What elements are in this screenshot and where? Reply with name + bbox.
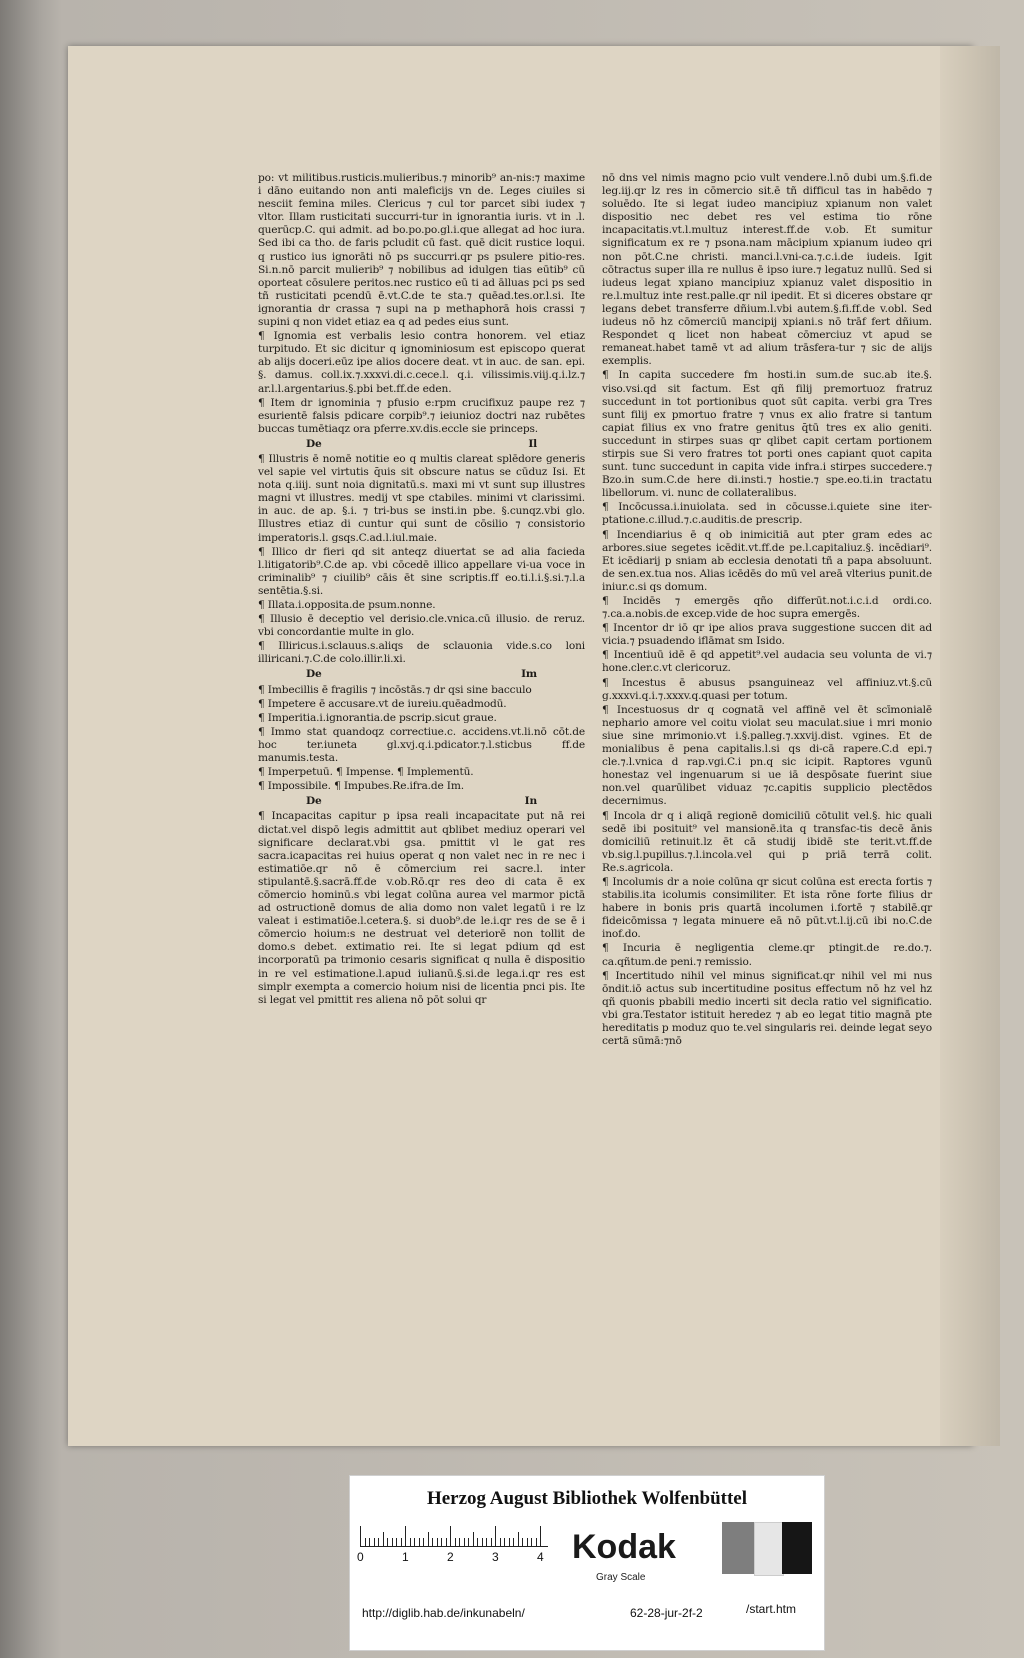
heading-right: In (524, 795, 537, 808)
heading-left: De (306, 437, 322, 450)
ruler-tick (387, 1538, 388, 1546)
ruler-tick (401, 1538, 402, 1546)
text-paragraph: ¶ Incestuosus dr q cognatā vel affinē vel ēt scīmonialē nephario amore vel coitu violat seu maculat.siue i mri monio siue sine mrimonio.vt i.§.palleg.⁊.xxvij.dist. vgines. Et de monialibus ē pena capitalis.l.si qs di-cā rapere.C.d epi.⁊ cle.⁊.l.vnica d rap.vgi.C.i pn.q sic icipit. Raptores vgunū honestaz vel ingenuarum si ue iā despōsate fuerint siue non.vel quarūlibet viduaz ⁊c.capitis supplicio plectēdos decernimus. (602, 703, 932, 808)
heading-right: Il (528, 437, 537, 450)
gray-scale-label: Gray Scale (596, 1572, 646, 1583)
ruler-tick (509, 1538, 510, 1546)
text-paragraph: ¶ Imperpetuū. ¶ Impense. ¶ Implementū. (258, 766, 474, 779)
ruler-label: 3 (492, 1550, 499, 1564)
ruler-tick (392, 1538, 393, 1546)
ruler-tick (410, 1538, 411, 1546)
ruler-tick (360, 1526, 361, 1546)
library-name: Herzog August Bibliothek Wolfenbüttel (426, 1488, 748, 1509)
digital-library-url: http://diglib.hab.de/inkunabeln/ (362, 1606, 525, 1620)
text-paragraph: ¶ Incestus ē abusus psanguineaz vel affiniuz.vt.§.cū g.xxxvi.q.i.⁊.xxxv.q.quasi per totum. (602, 676, 932, 702)
gray-swatch-black (782, 1522, 812, 1574)
gray-swatch-light (754, 1522, 784, 1576)
text-column-right (602, 172, 932, 1049)
text-paragraph: ¶ Immo stat quandoqz correctiue.c. accidens.vt.li.nō cōt.de hoc ter.iuneta gl.xvj.q.i.pdicator.⁊.l.sticbus ff.de manumis.testa. (258, 725, 585, 765)
ruler-tick (459, 1538, 460, 1546)
ruler-tick (437, 1538, 438, 1546)
ruler-tick (477, 1538, 478, 1546)
text-paragraph: ¶ Incertitudo nihil vel minus significat.qr nihil vel mi nus ōndit.iō actus sub incertitudine positus effectum nō hz vel hz qñ quonis pbabili medio incerti sit decla ratio vel significatio. vbi gra.Testator istituit heredez ⁊ ab eo legat titio magnā pte hereditatis p moduz quo te.vel singularis rei. deinde legat seyo certā sūmā:⁊nō (602, 969, 932, 1048)
text-paragraph: ¶ Illustris ē nomē notitie eo q multis clareat splēdore generis vel sapie vel virtutis q̄uis sit obscure natus se cūduz Isi. Et nota q.iiij. sunt noia dignitatū.s. maxi mi vt sunt sup illustres magni vt illustres. medij vt spe ctabiles. minimi vt clarissimi. in auc. de ap. §.i. ⁊ tri-bus se insti.in pbe. §.cunqz.vbi glo. Illustres etiaz di cuntur qui sunt de cōsilio ⁊ consistorio imperatoris.l. gsqs.C.ad.l.iul.maie. (258, 452, 585, 544)
ruler-label: 1 (402, 1550, 409, 1564)
text-paragraph: ¶ Item dr ignominia ⁊ pfusio e:rpm crucifixuz paupe rez ⁊ esurientē falsis pdicare corpib⁹.⁊ ieiunioz doctri naz rubētes buccas tumētiaqz ora pferre.xv.dis.eccle sie princeps. (258, 396, 585, 435)
ruler-tick (432, 1538, 433, 1546)
text-paragraph: ¶ Incola dr q i aliqā regionē domiciliū cōtulit vel.§. hic quali sedē ibi posituit⁹ vel mansionē.ita q transfac-tis decē ānis domiciliū retinuit.lz ēt cā studij ibidē ste terit.vt.ff.de vb.sig.l.pupillus.⁊.l.incola.vel qui p priā terrā colit. Re.s.agricola. (602, 809, 932, 874)
ruler-tick (383, 1532, 384, 1546)
start-url: /start.htm (746, 1602, 797, 1616)
section-heading (258, 668, 585, 681)
ruler-tick (419, 1538, 420, 1546)
text-paragraph: po: vt militibus.rusticis.mulieribus.⁊ minorib⁹ an-nis:⁊ maxime i dāno euitando non anti maleficijs vn de. Leges ciuiles si nesciit femina miles. Clericus ⁊ cul tor parcet sibi iudex ⁊ vltor. Illam rusticitati succurri-tur in ignorantia iuris. vt in .l. querūcp.C. qui admit. ad bo.po.po.gl.i.que allegat ad hoc iura. Sed ibi ca tho. de faris pcludit cū fast. quē dicit rustice loqui. q rustico ius ignorāti nō ps succurri.qr ps psulere pitio-res. Si.n.nō parcit mulierib⁹ ⁊ nobilibus ad idulgen tias eūtib⁹ cū oporteat cōsulere peritos.nec rustico eū ti ad ālluas pci ps sed tñ rusticitati pcendū ē.vt.C.de te sta.⁊ quēad.tes.or.l.si. Ite ignorantia dr crassa ⁊ supi na p methaphorā hois crassi ⁊ supini q non videt etiaz ea q ad pedes eius sunt. (258, 172, 585, 329)
ruler-tick (414, 1538, 415, 1546)
text-paragraph: ¶ Incuria ē negligentia cleme.qr ptingit.de re.do.⁊. ca.qñtum.de peni.⁊ remissio. (602, 942, 932, 968)
ruler-tick (473, 1532, 474, 1546)
text-paragraph: ¶ Incentor dr iō qr ipe alios prava suggestione succen dit ad vicia.⁊ psuadendo iflāmat sm Isido. (602, 622, 932, 648)
ruler-tick (423, 1538, 424, 1546)
text-paragraph: nō dns vel nimis magno pcio vult vendere.l.nō dubi um.§.fi.de leg.iij.qr lz res in cōmercio sit.ē tñ difficul tas in habēdo ⁊ soluēdo. Ite si legat iudeo mancipiuz xpianum non valet dispositio nec debet res vel estima tio rōne incapacitatis.vt.l.multuz interest.ff.de v.ob. Et sumitur significatum ex re ⁊ psona.nam mācipium xpianum iudeo qri non pōt.C.ne christi. manci.l.vni-ca.⁊.c.i.de iudeis. Igit cōtractus super illa re nullus ē ipso iure.⁊ legatuz nullū. Sed si iudeus legat xpiano mancipiuz xpianuz valet dispositio in re.l.multuz inte rest.palle.qr nil ipedit. Et si diceres obstare qr legans debet transferre dñium.l.vbi autem.§.fi.ff.de v.obl. Sed iudeus nō hz cōmerciū mancipij xpiani.s nō trāf fert dñium. Respondet q licet non habeat cōmerciuz vt apud se remaneat.habet tamē vt ad alium trāsfera-tur ⁊ sic de alijs exemplis. (602, 172, 932, 368)
text-paragraph: ¶ Incolumis dr a noie colūna qr sicut colūna est erecta fortis ⁊ stabilis.ita icolumis consimiliter. Et ista rōne forte filius dr habere in bonis pris quartā incolumen i.fortē ⁊ stabilē.qr fideicōmissa ⁊ legata minuere eā nō pūt.vt.l.ij.cū ibi no.C.de inof.do. (602, 875, 932, 941)
ruler-tick (518, 1532, 519, 1546)
text-paragraph: ¶ Illiricus.i.sclauus.s.aliqs de sclauonia vide.s.co loni illiricani.⁊.C.de colo.illir.li.xi. (258, 640, 585, 666)
text-paragraph: ¶ Impossibile. ¶ Impubes.Re.ifra.de Im. (258, 780, 464, 793)
ruler-tick (522, 1538, 523, 1546)
measurement-ruler (360, 1524, 548, 1547)
ruler-labels (357, 1550, 560, 1566)
heading-left: De (306, 795, 322, 808)
ruler-tick (527, 1538, 528, 1546)
ruler-tick (468, 1538, 469, 1546)
text-paragraph: ¶ Imbecillis ē fragilis ⁊ incōstās.⁊ dr qsi sine bacculo (258, 683, 532, 696)
heading-right: Im (521, 668, 537, 681)
ruler-tick (513, 1538, 514, 1546)
text-paragraph: ¶ Illico dr fieri qd sit anteqz diuertat se ad alia facieda l.litigatorib⁹.C.de ap. vbi cōcedē illico appellare vi-ua voce in criminalib⁹ ⁊ ciuilib⁹ cāis ēt sine scriptis.ff eo.ti.l.i.§.si.⁊.l.a sentētia.§.si. (258, 545, 585, 597)
ruler-tick (441, 1538, 442, 1546)
ruler-tick (500, 1538, 501, 1546)
text-column-left (258, 172, 585, 1008)
text-paragraph: ¶ In capita succedere fm hosti.in sum.de suc.ab ite.§. viso.vsi.qd sit factum. Est qñ filij premortuoz fratruz succedunt in tot portionibus quot sūt capita. verbi gra Tres sunt filij ex pmortuo fratre ⁊ vnus ex alio fratre si tantum capiat filius ex vno fratre genitus q̄tū tres ex alio geniti. succedunt in stirpes suas qr qlibet capit certam portionem stirpis sue Si vero fratres tot porti ones capiant quot capita sunt. tunc succedunt in capita vide infra.i stirpes succedere.⁊ Bzo.in sum.C.de here di.insti.⁊ hostie.⁊ spe.eo.ti.in tractatu libellorum. vi. nunc de collateralibus. (602, 369, 932, 500)
ruler-label: 2 (447, 1550, 454, 1564)
ruler-tick (369, 1538, 370, 1546)
ruler-tick (455, 1538, 456, 1546)
ruler-tick (540, 1526, 541, 1546)
ruler-tick (504, 1538, 505, 1546)
text-paragraph: ¶ Illata.i.opposita.de psum.nonne. (258, 599, 436, 611)
kodak-logo: Kodak (572, 1528, 676, 1566)
ruler-tick (464, 1538, 465, 1546)
section-heading (258, 438, 585, 451)
ruler-tick (531, 1538, 532, 1546)
text-paragraph: ¶ Incendiarius ē q ob inimicitiā aut pter gram edes ac arbores.siue segetes icēdit.vt.ff.de pe.l.capitaliuz.§. incēdiari⁹. Et icēdiarij p sniam ab ecclesia denotati tñ a papa absoluunt. de sen.ex.tua nos. Alias icēdēs do mū vel areā vlterius punit.de iniur.c.si qs domum. (602, 528, 932, 593)
color-target-card (349, 1475, 825, 1651)
section-heading (258, 795, 585, 808)
text-paragraph: ¶ Incōcussa.i.inuiolata. sed in cōcusse.i.quiete sine iter-ptatione.c.illud.⁊.c.auditis.de prescrip. (602, 501, 932, 527)
text-paragraph: ¶ Imperitia.i.ignorantia.de pscrip.sicut graue. (258, 711, 497, 724)
text-paragraph: ¶ Illusio ē deceptio vel derisio.cle.vnica.cū illusio. de reruz. vbi concordantie multe in glo. (258, 613, 585, 639)
ruler-tick (378, 1538, 379, 1546)
heading-left: De (306, 668, 322, 681)
text-paragraph: ¶ Impetere ē accusare.vt de iureiu.quēadmodū. (258, 697, 507, 710)
ruler-tick (428, 1532, 429, 1546)
text-paragraph: ¶ Incentiuū idē ē qd appetit⁹.vel audacia seu volunta de vi.⁊ hone.cler.c.vt clericoruz. (602, 649, 932, 675)
gray-swatch-mid (722, 1522, 754, 1574)
ruler-tick (450, 1526, 451, 1546)
ruler-tick (446, 1538, 447, 1546)
text-paragraph: ¶ Incapacitas capitur p ipsa reali incapacitate put nā rei dictat.vel dispō legis admittit aut qblibet mediuz operari vel significare declarat.vbi gsa. pmittit vl le gat res sacra.icapacitas rei huius operat q non valet nec in re nec i estimatiōe.qr nō ē cōmercium rei sacre.l. inter stipulantē.§.sacrā.ff.de v.ob.Rō.qr res deo di cata ē ex cōmercio hominū.s vbi legat colūna aurea vel marmor pictā ad ostructionē domus de alia domo non valet legatū i re lz valeat i estimatiōe.l.cetera.§. si duob⁹.de le.i.qr res de se ē i cōmercio hoium:s ne destruat vel deteriorē non tollit de domo.s debet. extimatio rei. Ite si legat pdium qd est incorporatū pa trimonio cesaris significat q nulla ē dispositio in re vel estimatione.l.apud iulianū.§.si.de lega.i.qr res est simplr exempta a comercio hoium nisi de licentia pnci pis. Ite si legat vel pmittit res aliena nō pōt solui qr (258, 810, 585, 1006)
ruler-tick (365, 1538, 366, 1546)
ruler-tick (491, 1538, 492, 1546)
ruler-label: 4 (537, 1550, 544, 1564)
ruler-tick (536, 1538, 537, 1546)
text-paragraph: ¶ Ignomia est verbalis lesio contra honorem. vel etiaz turpitudo. Et sic dicitur q ignominiosum est episcopo querat ab alijs doceri.eūz ipe alios docere deat. vt in auc. de san. epi. §. damus. coll.ix.⁊.xxxvi.di.c.cece.l. q.i. vilissimis.viij.q.i.lz.⁊ ar.l.l.argentarius.§.pbi bet.ff.de eden. (258, 330, 585, 395)
ruler-tick (396, 1538, 397, 1546)
ruler-tick (374, 1538, 375, 1546)
ruler-tick (486, 1538, 487, 1546)
ruler-tick (405, 1526, 406, 1546)
shelfmark: 62-28-jur-2f-2 (630, 1606, 703, 1620)
page-fold-edge (940, 46, 1000, 1446)
ruler-tick (495, 1526, 496, 1546)
text-paragraph: ¶ Incidēs ⁊ emergēs qño differūt.not.i.c.i.d ordi.co. ⁊.ca.a.nobis.de excep.vide de hoc supra emergēs. (602, 595, 932, 621)
ruler-label: 0 (357, 1550, 364, 1564)
ruler-tick (482, 1538, 483, 1546)
